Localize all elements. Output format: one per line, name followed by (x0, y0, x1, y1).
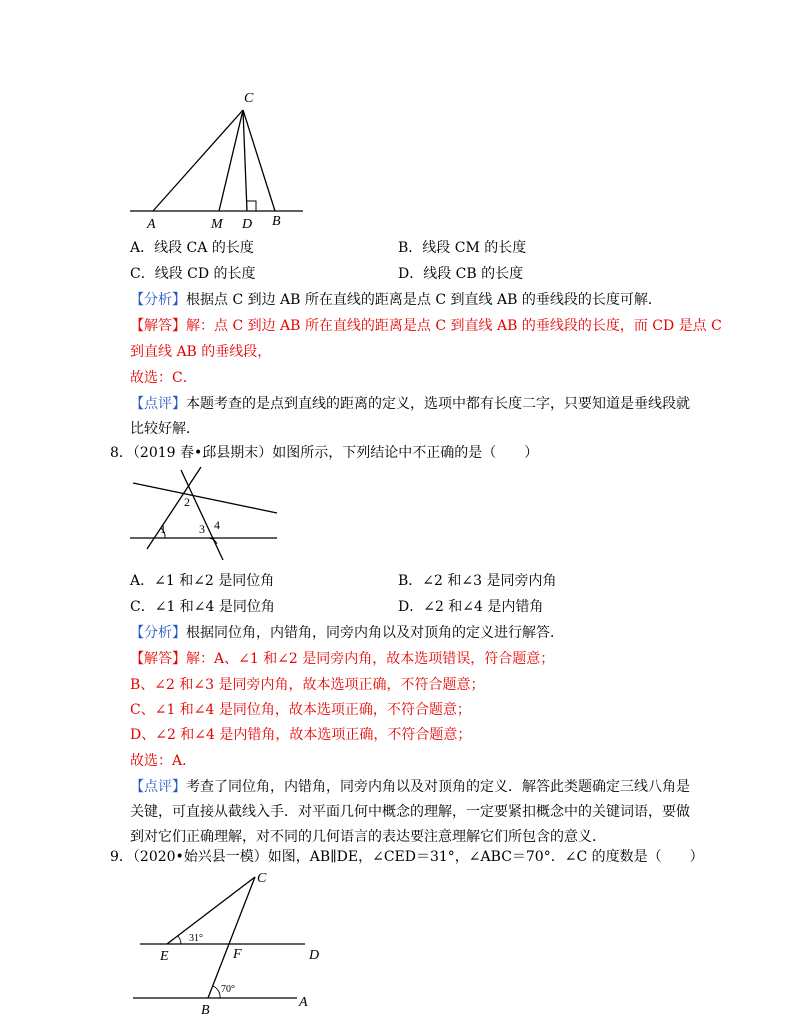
analysis-tag: 【分析】 (130, 292, 186, 308)
answer-tag: 【解答】 (130, 318, 186, 334)
q7-answer (130, 316, 722, 336)
comment-tag: 【点评】 (130, 779, 186, 795)
q8-option-d: D．∠2 和∠4 是内错角 (398, 599, 544, 615)
answer-tag: 【解答】 (130, 651, 186, 667)
q7-label-B: B (272, 214, 281, 229)
q8-answer (130, 649, 554, 669)
q8-option-b: B．∠2 和∠3 是同旁内角 (398, 573, 557, 589)
comment-tag: 【点评】 (130, 396, 186, 412)
q9-label-E: E (160, 949, 169, 964)
q7-comment-line2: 比较好解． (130, 421, 200, 437)
q9-label-D: D (309, 948, 320, 963)
q8-option-c: C．∠1 和∠4 是同位角 (130, 599, 275, 615)
q8-angle-4: 4 (214, 518, 220, 532)
comment-text: 本题考查的是点到直线的距离的定义，选项中都有长度二字，只要知道是垂线段就 (186, 396, 690, 412)
answer-line: 解：A、∠1 和∠2 是同旁内角，故本选项错误，符合题意； (186, 651, 555, 667)
analysis-text: 根据同位角，内错角，同旁内角以及对顶角的定义进行解答． (186, 625, 564, 641)
q9-diagram (125, 866, 325, 1016)
q8-comment-line2: 关键，可直接从截线入手．对平面几何中概念的理解，一定要紧扣概念中的关键词语，要做 (130, 804, 690, 820)
answer-line: 解：点 C 到边 AB 所在直线的距离是点 C 到直线 AB 的垂线段的长度，而 CD 是点 C (186, 318, 722, 334)
q8-angle-3: 3 (199, 522, 205, 536)
q9-figure (125, 866, 325, 1016)
analysis-tag: 【分析】 (130, 625, 186, 641)
q7-answer-choice: 故选：C． (130, 370, 197, 386)
q8-figure (125, 465, 285, 565)
q7-comment (130, 394, 690, 414)
q8-angle-1: 1 (160, 522, 166, 536)
q8-answer-line3: C、∠1 和∠4 是同位角，故本选项正确，不符合题意； (130, 702, 471, 718)
q7-option-c: C．线段 CD 的长度 (130, 266, 256, 282)
q8-diagram (125, 465, 285, 565)
q9-angle-ced: 31° (189, 933, 203, 944)
q8-answer-choice: 故选：A． (130, 753, 197, 769)
analysis-text: 根据点 C 到边 AB 所在直线的距离是点 C 到直线 AB 的垂线段的长度可解． (186, 292, 662, 308)
comment-text: 考查了同位角，内错角，同旁内角以及对顶角的定义．解答此类题确定三线八角是 (186, 779, 690, 795)
q8-angle-2: 2 (184, 495, 190, 509)
q8-stem: 8．（2019 春•邱县期末）如图所示，下列结论中不正确的是（ ） (110, 445, 539, 461)
q8-answer-line2: B、∠2 和∠3 是同旁内角，故本选项正确，不符合题意； (130, 677, 485, 693)
q9-label-A: A (299, 995, 308, 1010)
q9-label-C: C (257, 871, 267, 886)
q7-option-d: D．线段 CB 的长度 (398, 266, 524, 282)
q7-diagram (125, 88, 315, 233)
q9-stem: 9．（2020•始兴县一模）如图，AB∥DE，∠CED＝31°，∠ABC＝70°．∠C 的度数是（ ） (110, 849, 704, 865)
q8-comment-line3: 到对它们正确理解，对不同的几何语言的表达要注意理解它们所包含的意义． (130, 829, 606, 845)
q8-option-a: A．∠1 和∠2 是同位角 (130, 573, 275, 589)
q8-answer-line4: D、∠2 和∠4 是内错角，故本选项正确，不符合题意； (130, 727, 472, 743)
q9-label-F: F (233, 947, 242, 962)
q7-label-C: C (244, 91, 254, 106)
q9-angle-abc: 70° (221, 984, 235, 995)
q7-analysis (130, 290, 662, 310)
q8-comment (130, 777, 690, 797)
q8-analysis (130, 623, 564, 643)
q7-label-D: D (242, 217, 253, 232)
q7-answer-line2: 到直线 AB 的垂线段， (130, 344, 272, 360)
q7-label-M: M (211, 217, 223, 232)
q7-option-a: A．线段 CA 的长度 (130, 240, 254, 256)
q9-label-B: B (201, 1003, 210, 1016)
q7-figure (125, 88, 315, 233)
q7-option-b: B．线段 CM 的长度 (398, 240, 527, 256)
q7-label-A: A (147, 217, 156, 232)
